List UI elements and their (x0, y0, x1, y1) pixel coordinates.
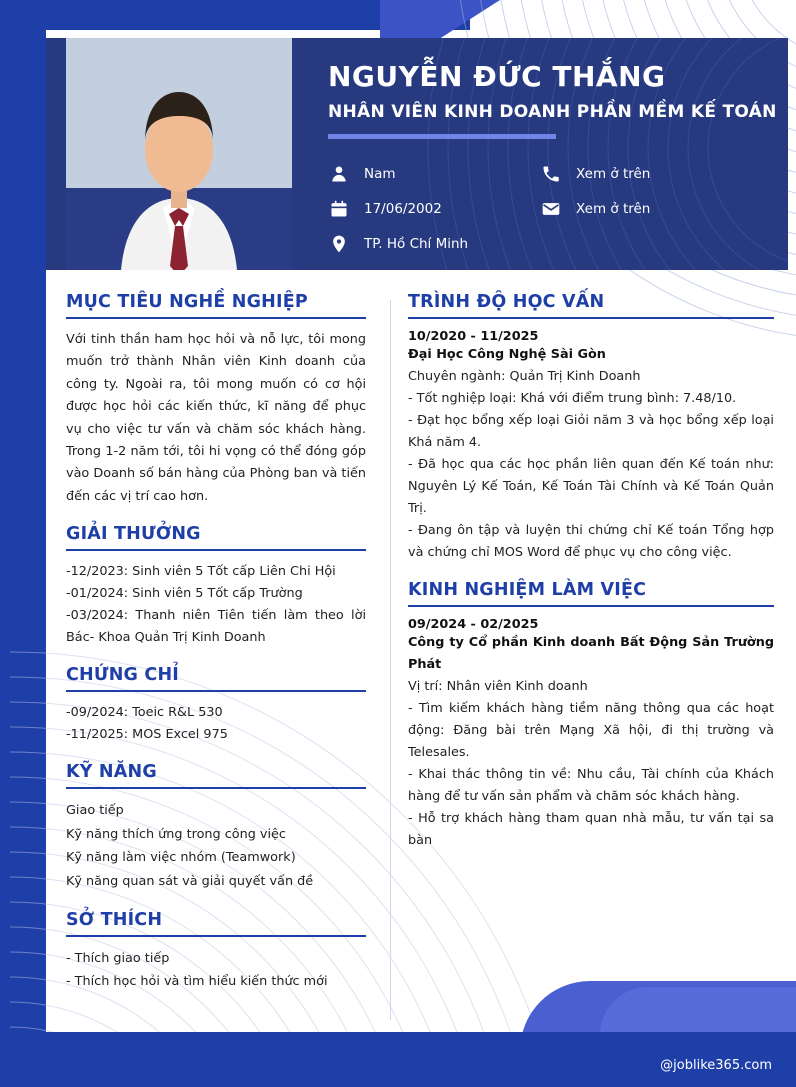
experience-period: 09/2024 - 02/2025 (408, 617, 539, 632)
section-certificates (66, 665, 366, 746)
list-item: -12/2023: Sinh viên 5 Tốt cấp Liên Chi Hội (66, 564, 336, 580)
section-skills (66, 762, 366, 894)
education-detail: - Đang ôn tập và luyện thi chứng chỉ Kế toán Tổng hợp và chứng chỉ MOS Word để phục vụ cho công việc. (408, 523, 774, 560)
header-card (46, 38, 788, 270)
top-wedge-shape (380, 0, 500, 40)
phone-icon (540, 164, 562, 184)
location-icon (328, 234, 350, 254)
section-hobbies (66, 910, 366, 994)
section-rule (66, 690, 366, 692)
avatar (66, 38, 292, 270)
education-period: 10/2020 - 11/2025 (408, 329, 539, 344)
section-rule (408, 605, 774, 607)
contact-phone-value: Xem ở trên (576, 165, 651, 182)
contact-list (328, 156, 778, 261)
contact-birthday (328, 191, 540, 226)
experience-detail: - Tìm kiếm khách hàng tiềm năng thông qua các hoạt động: Đăng bài trên Mạng Xã hội, đi thị trường và Telesales. (408, 701, 774, 760)
section-title-objective: MỤC TIÊU NGHỀ NGHIỆP (66, 292, 308, 312)
section-title-skills: KỸ NĂNG (66, 762, 157, 783)
section-title-hobbies: SỞ THÍCH (66, 909, 163, 930)
objective-text: Với tinh thần ham học hỏi và nỗ lực, tôi mong muốn trở thành Nhân viên Kinh doanh của công ty. Ngoài ra, tôi mong muốn có cơ hội được học hỏi các kiến thức, kĩ năng để phục vụ cho việc tư vấn và chăm sóc khách hàng. Trong 1-2 năm tới, tôi hi vọng có thể đóng góp vào Doanh số bán hàng của Phòng ban và tiến đến các vị trí cao hơn. (66, 332, 366, 504)
section-rule (66, 549, 366, 551)
section-title-certificates: CHỨNG CHỈ (66, 665, 180, 686)
contact-email (540, 191, 760, 226)
section-rule (66, 935, 366, 937)
list-item: Kỹ năng làm việc nhóm (Teamwork) (66, 850, 296, 866)
education-school: Đại Học Công Nghệ Sài Gòn (408, 347, 606, 362)
list-item: -09/2024: Toeic R&L 530 (66, 705, 223, 721)
job-title: NHÂN VIÊN KINH DOANH PHẦN MỀM KẾ TOÁN (328, 102, 777, 122)
education-detail: - Đạt học bổng xếp loại Giỏi năm 3 và học bổng xếp loại Khá năm 4. (408, 413, 774, 450)
education-detail: Chuyên ngành: Quản Trị Kinh Doanh (408, 369, 641, 384)
section-title-experience: KINH NGHIỆM LÀM VIỆC (408, 580, 647, 600)
section-title-education: TRÌNH ĐỘ HỌC VẤN (408, 292, 605, 312)
list-item: -01/2024: Sinh viên 5 Tốt cấp Trường (66, 586, 303, 602)
bottom-wedge-shape-2 (600, 987, 796, 1035)
section-objective (66, 292, 366, 508)
section-title-awards: GIẢI THƯỞNG (66, 524, 201, 545)
contact-birthday-value: 17/06/2002 (364, 200, 442, 217)
list-item: -03/2024: Thanh niên Tiên tiến làm theo lời Bác- Khoa Quản Trị Kinh Doanh (66, 608, 366, 646)
list-item: - Thích giao tiếp (66, 950, 170, 966)
list-item: -11/2025: MOS Excel 975 (66, 727, 228, 743)
contact-column-left (328, 156, 540, 261)
list-item: Kỹ năng quan sát và giải quyết vấn đề (66, 874, 314, 890)
contact-gender (328, 156, 540, 191)
section-education (408, 292, 774, 564)
footer-url: @joblike365.com (660, 1058, 772, 1073)
experience-company: Công ty Cổ phần Kinh doanh Bất Động Sản Trường Phát (408, 635, 774, 672)
education-detail: - Đã học qua các học phần liên quan đến Kế toán như: Nguyên Lý Kế Toán, Kế Toán Tài Chính và Kế Toán Quản Trị. (408, 457, 774, 516)
right-column (408, 292, 774, 868)
section-experience (408, 580, 774, 852)
section-awards (66, 524, 366, 649)
experience-detail: - Hỗ trợ khách hàng tham quan nhà mẫu, tư vấn tại sa bàn (408, 811, 774, 848)
contact-phone (540, 156, 760, 191)
left-column (66, 292, 366, 1010)
contact-address (328, 226, 540, 261)
experience-detail: - Khai thác thông tin về: Nhu cầu, Tài chính của Khách hàng để tư vấn sản phẩm và chăm sóc khách hàng. (408, 767, 774, 804)
experience-detail: Vị trí: Nhân viên Kinh doanh (408, 679, 588, 694)
list-item: Giao tiếp (66, 803, 124, 819)
list-item: - Thích học hỏi và tìm hiểu kiến thức mới (66, 974, 328, 990)
title-underline (328, 134, 556, 139)
contact-address-value: TP. Hồ Chí Minh (364, 235, 469, 252)
education-detail: - Tốt nghiệp loại: Khá với điểm trung bình: 7.48/10. (408, 391, 737, 406)
contact-column-right (540, 156, 760, 261)
column-divider (390, 300, 391, 1020)
person-icon (328, 164, 350, 184)
contact-gender-value: Nam (364, 165, 396, 182)
calendar-icon (328, 199, 350, 219)
page-title: NGUYỄN ĐỨC THẮNG (328, 60, 666, 93)
contact-email-value: Xem ở trên (576, 200, 651, 217)
section-rule (66, 787, 366, 789)
email-icon (540, 199, 562, 219)
left-blue-bar (0, 0, 46, 1087)
section-rule (408, 317, 774, 319)
section-rule (66, 317, 366, 319)
list-item: Kỹ năng thích ứng trong công việc (66, 826, 286, 842)
